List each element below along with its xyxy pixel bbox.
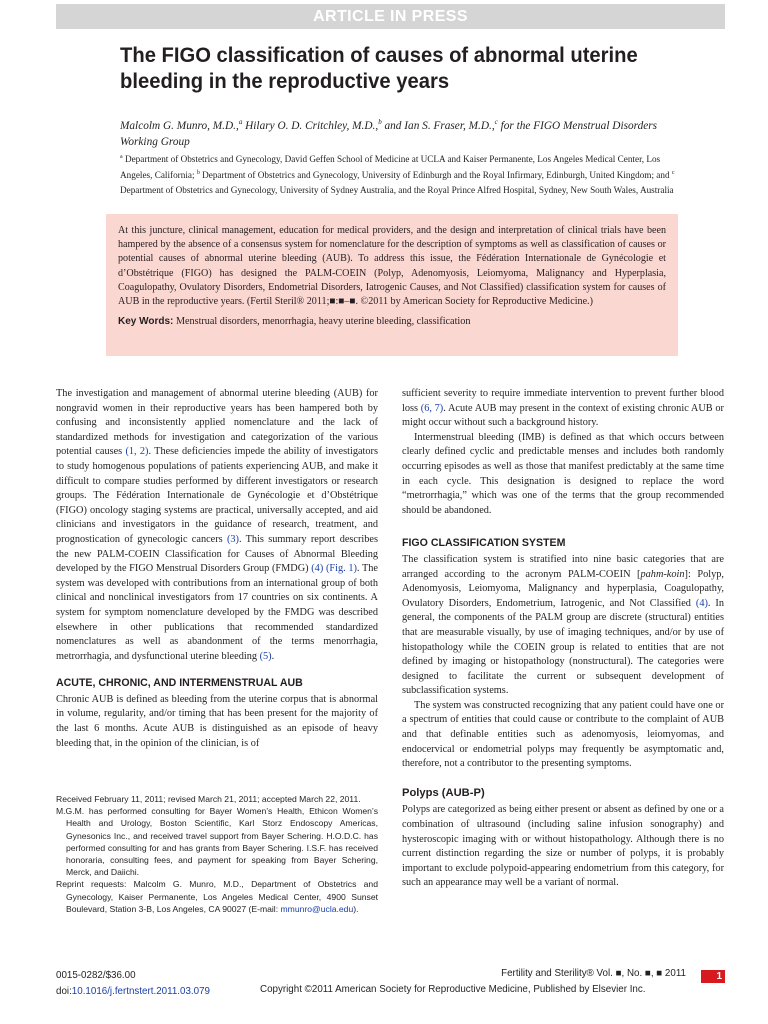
polyps-paragraph: Polyps are categorized as being either present or absent as defined by one or a combination of ultrasound (including saline infusion sonography) and hysteroscopic imaging with or without histopathology. Although there is no current distinction regarding the size or number of polyps, it is probably important to exclude polypoid-appearing endometrium from this category, for such an appearance may well be a variant of normal. — [402, 804, 724, 889]
text-run: The investigation and management of abnormal uterine bleeding (AUB) for nongravid women in their reproductive years has been hampered both by confusing and inconsistently applied nomenclature and the lack of standardized methods for investigation and categorization of the various potential causes — [56, 388, 378, 458]
affiliations — [120, 150, 680, 197]
doi-label: doi: — [56, 986, 72, 997]
system-construction-paragraph: The system was constructed recognizing that any patient could have one or a spectrum of entities that could cause or contribute to the complaint of AUB and that definable entities such as adenomyosis, leiomyomas, and endocervical or endometrial polyps may frequently be asymptomatic and, therefore, not a contributor to the presenting symptoms. — [402, 699, 724, 770]
text-run: ]: Polyp, Adenomyosis, Leiomyoma, Malignancy and hyperplasia, Coagulopathy, Ovulatory Disorders, Endometrium, Iatrogenic, and Not Classified — [402, 568, 724, 609]
citation-link[interactable]: (1, 2) — [125, 446, 149, 458]
text-run: ). — [353, 903, 359, 914]
author-sup: a — [238, 118, 243, 126]
affil-a: Department of Obstetrics and Gynecology, David Geffen School of Medicine at UCLA and Kaiser Permanente, Los Angeles Medical Center, Los Angeles, California; — [120, 154, 661, 181]
reprint-requests — [56, 878, 378, 915]
author-list — [120, 114, 690, 150]
citation-link[interactable]: (4) — [695, 597, 708, 609]
keywords-list: Menstrual disorders, menorrhagia, heavy uterine bleeding, classification — [173, 316, 471, 328]
intro-paragraph — [56, 387, 378, 664]
text-run: Reprint requests: Malcolm G. Munro, M.D., Department of Obstetrics and Gynecology, Kaiser Permanente, Los Angeles Medical Center, 4900 Sunset Boulevard, Station 3-B, Los Angeles, CA 90027 (E-mail: — [56, 879, 378, 914]
title-line-1: The FIGO classification of causes of abnormal uterine — [120, 43, 638, 67]
text-run: . Acute AUB may present in the context of existing chronic AUB or might occur without such a background history. — [402, 402, 724, 429]
acute-chronic-paragraph: Chronic AUB is defined as bleeding from the uterine corpus that is abnormal in volume, regularity, and/or timing that has been present for the majority of the last 6 months. Acute AUB is distinguished as an episode of heavy bleeding that, in the opinion of the clinician, is of — [56, 693, 378, 749]
page-number: 1 — [701, 970, 725, 983]
citation-link[interactable]: (6, 7) — [420, 402, 444, 414]
acute-continued-paragraph — [402, 387, 724, 431]
article-title — [120, 42, 684, 94]
author-group: for the FIGO Menstrual Disorders Working Group — [120, 119, 658, 148]
affil-c: Department of Obstetrics and Gynecology, University of Sydney Australia, and the Royal Prince Alfred Hospital, Sydney, New South Wales, Australia — [120, 184, 674, 195]
copyright-line: Copyright ©2011 American Society for Reproductive Medicine, Published by Elsevier Inc. — [260, 984, 646, 995]
issn-price: 0015-0282/$36.00 — [56, 970, 136, 981]
doi-line — [56, 984, 210, 1000]
keywords — [118, 315, 666, 329]
doi-link[interactable]: 10.1016/j.fertnstert.2011.03.079 — [71, 986, 210, 997]
author-sup: b — [378, 118, 382, 126]
text-run: . — [271, 650, 275, 662]
author-munro: Malcolm G. Munro, M.D., — [120, 119, 239, 132]
text-run: . These deficiencies impede the ability of investigators to study homogenous populations of patients experiencing AUB, and make it difficult to compare studies performed by different investigators or research groups. The Fédération Internationale de Gynécologie et d’Obstétrique (FIGO) oncology staging systems are practical, universally accepted, and aid clinicians and investigators in the guidance of research, treatment, and prognostication of gynecologic cancers — [56, 446, 378, 545]
pronunciation: pahm-koin — [640, 568, 685, 580]
title-line-2: bleeding in the reproductive years — [120, 69, 450, 93]
journal-citation: Fertility and Sterility® Vol. ■, No. ■, ■ 2011 — [501, 968, 686, 979]
figure-link[interactable]: (Fig. 1) — [325, 563, 357, 575]
affil-sup: a — [120, 154, 123, 160]
author-critchley: Hilary O. D. Critchley, M.D., — [242, 119, 379, 132]
affil-sup: c — [671, 170, 675, 177]
received-dates: Received February 11, 2011; revised March 21, 2011; accepted March 22, 2011. — [56, 794, 361, 804]
citation-link[interactable]: (4) — [311, 563, 324, 575]
footnotes — [56, 793, 378, 915]
text-run: . The system was developed with contributions from an international group of both clinical and nonclinical investigators from 17 countries on six continents. A system for symptom nomenclature developed by the FMDG was described elsewhere in other publications that recommended standardized nomenclatures as well as abandonment of the terms menorrhagia, metrorrhagia, and dysfunctional uterine bleeding — [56, 563, 378, 662]
text-run: . This summary report describes the new PALM-COEIN Classification for Causes of Abnormal Bleeding developed by the FIGO Menstrual Disorders Group (FMDG) — [56, 533, 378, 575]
author-sup: c — [494, 118, 498, 126]
text-run: sufficient severity to require immediate intervention to prevent further blood loss — [402, 388, 724, 414]
subsection-heading-polyps: Polyps (AUB-P) — [402, 786, 485, 799]
citation-link[interactable]: (3) — [226, 533, 239, 545]
text-run: . In general, the components of the PALM group are discrete (structural) entities that are measurable visually, by use of imaging techniques, and/or by use of histopathology while the COEIN group is related to entities that are not defined by imaging or histopathology (nonstructural). The categories were designed to facilitate the current or subsequent development of subclassification systems. — [402, 597, 724, 697]
abstract-text: At this juncture, clinical management, education for medical providers, and the design and interpretation of clinical trials have been hampered by the absence of a consensus system for nomenclature for the description of symptoms as well as classification of causes or potential causes of abnormal uterine bleeding (AUB). To address this issue, the Fédération Internationale de Gynécologie et d’Obstétrique (FIGO) has designed the PALM-COEIN (Polyp, Adenomyosis, Leiomyoma, Malignancy and Hyperplasia, Coagulopathy, Ovulatory Disorders, Endometrial Disorders, Iatrogenic Causes, and Not Classified) classification system for causes of AUB in the reproductive years. (Fertil Steril® 2011;■:■–■. ©2011 by American Society for Reproductive Medicine.) — [118, 225, 666, 308]
imb-paragraph: Intermenstrual bleeding (IMB) is defined as that which occurs between clearly defined cyclic and predictable menses and includes both randomly occurring episodes as well as those that manifest predictably at the same time in each cycle. This designation is designed to replace the word “metrorrhagia,” which was one of the terms that the group recommended should be abandoned. — [402, 431, 724, 516]
affil-sup: b — [196, 170, 200, 177]
affil-b: Department of Obstetrics and Gynecology, University of Edinburgh and the Royal Infirmary, Edinburgh, United Kingdom; and — [199, 170, 670, 181]
email-link[interactable]: mmunro@ucla.edu — [280, 903, 354, 914]
disclosures: M.G.M. has performed consulting for Bayer Women’s Health, Ethicon Women’s Health and Urology, Boston Scientific, Karl Storz Endoscopy Americas, Gynesonics Inc., and received travel support from Bayer Schering. H.O.D.C. has performed consulting for and has grants from Bayer Schering. I.S.F. has received honoraria, consulting fees, and payment for speaking from Bayer Schering, Merck, and Daiichi. — [56, 806, 378, 878]
section-heading-figo: FIGO CLASSIFICATION SYSTEM — [402, 537, 566, 550]
section-heading-acute-chronic: ACUTE, CHRONIC, AND INTERMENSTRUAL AUB — [56, 677, 303, 690]
right-column — [402, 387, 724, 891]
abstract-box — [106, 214, 678, 356]
citation-link[interactable]: (5) — [259, 650, 272, 662]
footer-identifiers — [56, 968, 210, 1000]
left-column — [56, 387, 378, 751]
classification-paragraph — [402, 553, 724, 699]
keywords-label: Key Words: — [118, 316, 174, 328]
article-in-press-banner: ARTICLE IN PRESS — [56, 4, 725, 29]
text-run: The classification system is stratified into nine basic categories that are arranged according to the acronym PALM-COEIN [ — [402, 553, 724, 580]
author-fraser: and Ian S. Fraser, M.D., — [381, 119, 495, 132]
